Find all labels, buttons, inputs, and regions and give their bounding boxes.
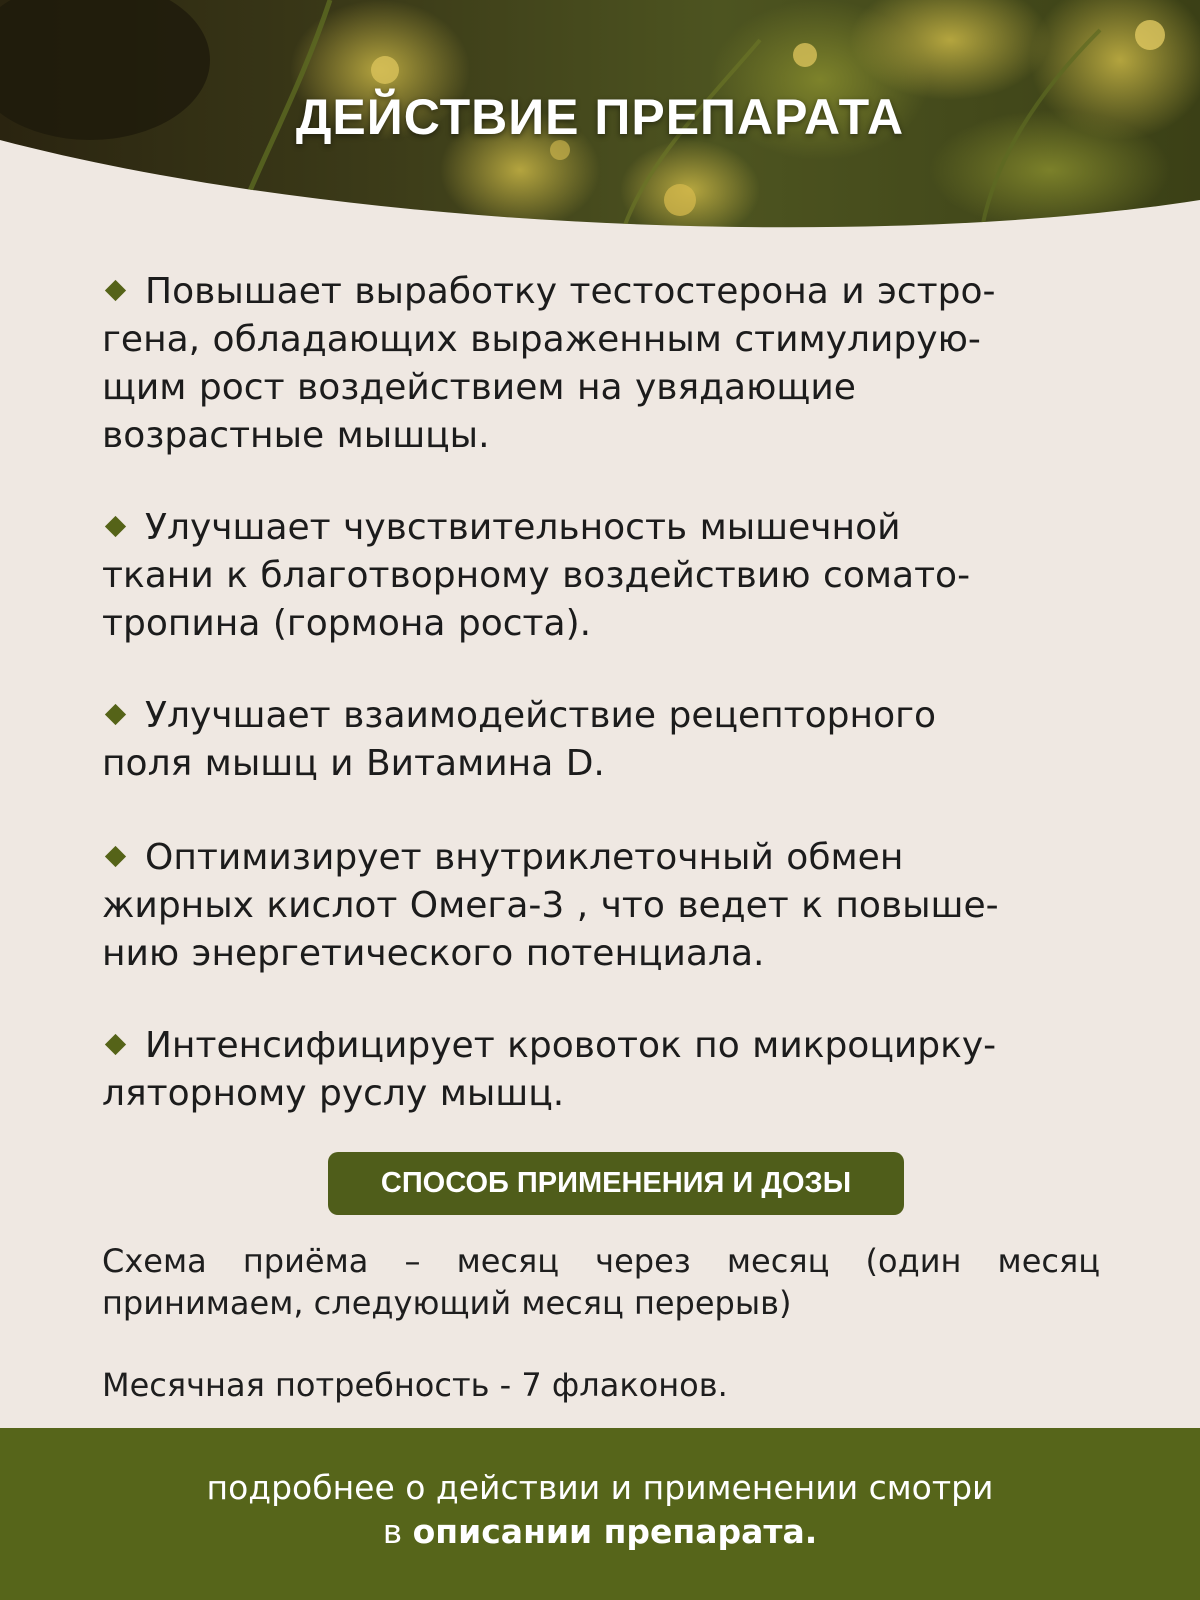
- benefit-text: жирных кислот Омега-3 , что ведет к повыше-: [102, 885, 999, 926]
- benefit-text: поля мышц и Витамина D.: [102, 743, 605, 784]
- benefit-item: [102, 1022, 996, 1118]
- footer-banner: [0, 1428, 1200, 1600]
- diamond-bullet-icon: [105, 279, 126, 300]
- footer-text-line2: [0, 1510, 1200, 1554]
- page-title: ДЕЙСТВИЕ ПРЕПАРАТА: [295, 89, 905, 145]
- benefit-item: [102, 834, 999, 978]
- footer-description-link: описании препарата.: [412, 1512, 818, 1551]
- benefit-text: тропина (гормона роста).: [102, 603, 592, 644]
- header-banner: [0, 0, 1200, 240]
- benefit-text: гена, обладающих выраженным стимулирую-: [102, 319, 981, 360]
- monthly-need-text: Месячная потребность - 7 флаконов.: [102, 1366, 728, 1404]
- benefit-text: Улучшает взаимодействие рецепторного: [145, 695, 937, 736]
- benefit-text: ляторному руслу мышц.: [102, 1073, 565, 1114]
- benefit-text: Повышает выработку тестостерона и эстро-: [145, 271, 996, 312]
- benefit-text: нию энергетического потенциала.: [102, 933, 765, 974]
- dosing-section-badge: СПОСОБ ПРИМЕНЕНИЯ И ДОЗЫ: [328, 1152, 904, 1215]
- diamond-bullet-icon: [105, 845, 126, 866]
- diamond-bullet-icon: [105, 515, 126, 536]
- footer-prefix: в: [382, 1512, 413, 1551]
- benefit-text: щим рост воздействием на увядающие: [102, 367, 856, 408]
- benefit-item: [102, 504, 970, 648]
- diamond-bullet-icon: [105, 703, 126, 724]
- benefit-text: Интенсифицирует кровоток по микроцирку-: [145, 1025, 997, 1066]
- benefit-item: [102, 692, 936, 788]
- footer-text: подробнее о действии и применении смотри: [206, 1468, 994, 1507]
- diamond-bullet-icon: [105, 1033, 126, 1054]
- benefit-text: возрастные мышцы.: [102, 415, 490, 456]
- benefit-item: [102, 268, 996, 460]
- benefit-text: Оптимизирует внутриклеточный обмен: [145, 837, 904, 878]
- dosing-schedule-text: Схема приёма – месяц через месяц (один месяц принимаем, следующий месяц перерыв): [102, 1242, 1100, 1322]
- benefit-text: Улучшает чувствительность мышечной: [145, 507, 901, 548]
- benefit-text: ткани к благотворному воздействию сомато-: [102, 555, 971, 596]
